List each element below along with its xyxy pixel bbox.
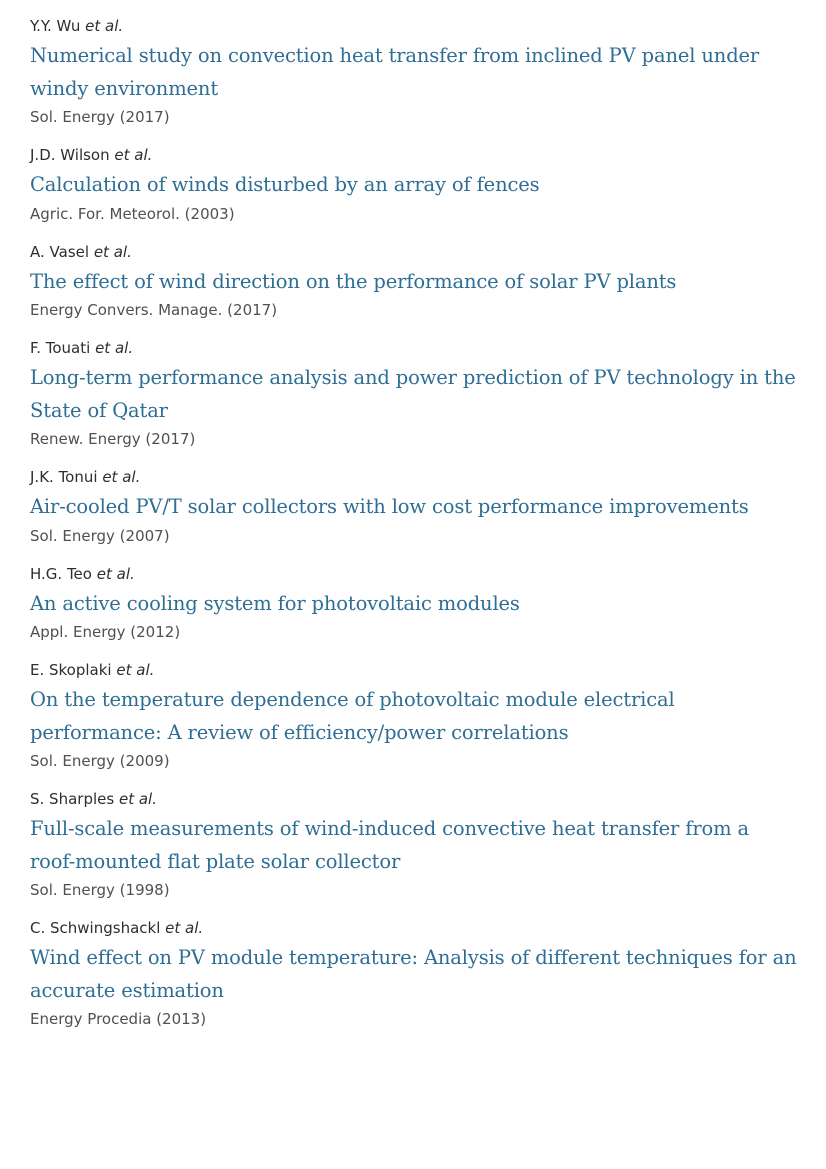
author-names: C. Schwingshackl bbox=[30, 919, 161, 937]
reference-title-link[interactable]: An active cooling system for photovoltaic modules bbox=[30, 591, 520, 615]
et-al: et al. bbox=[118, 790, 157, 808]
author-names: S. Sharples bbox=[30, 790, 115, 808]
reference-source: Sol. Energy (1998) bbox=[30, 881, 170, 899]
et-al: et al. bbox=[96, 564, 135, 583]
author-names: A. Vasel bbox=[30, 242, 90, 261]
reference-source: Renew. Energy (2017) bbox=[30, 430, 196, 448]
reference-title-link[interactable]: Numerical study on convection heat transfer from inclined PV panel under windy environment bbox=[30, 44, 760, 100]
reference-source: Appl. Energy (2012) bbox=[30, 623, 181, 641]
reference-source: Sol. Energy (2009) bbox=[30, 752, 170, 770]
et-al: et al. bbox=[85, 17, 124, 35]
et-al: et al. bbox=[102, 468, 141, 486]
author-names: Y.Y. Wu bbox=[30, 17, 81, 35]
reference-authors bbox=[30, 240, 800, 264]
reference-title-link[interactable]: On the temperature dependence of photovoltaic module electrical performance: A review of efficiency/power correlations bbox=[30, 688, 675, 744]
author-names: J.K. Tonui bbox=[30, 468, 98, 486]
reference-item bbox=[30, 240, 800, 322]
author-names: H.G. Teo bbox=[30, 564, 92, 583]
reference-source: Sol. Energy (2007) bbox=[30, 526, 170, 545]
et-al: et al. bbox=[114, 146, 153, 164]
et-al: et al. bbox=[116, 661, 155, 679]
reference-item bbox=[30, 465, 800, 547]
reference-authors bbox=[30, 916, 800, 940]
reference-item bbox=[30, 916, 800, 1030]
reference-item bbox=[30, 14, 800, 128]
reference-item bbox=[30, 787, 800, 901]
et-al: et al. bbox=[93, 242, 132, 261]
author-names: J.D. Wilson bbox=[30, 146, 110, 164]
et-al: et al. bbox=[95, 339, 134, 357]
reference-item bbox=[30, 562, 800, 644]
reference-source: Agric. For. Meteorol. (2003) bbox=[30, 204, 235, 223]
reference-authors bbox=[30, 336, 800, 360]
author-names: E. Skoplaki bbox=[30, 661, 112, 679]
reference-authors bbox=[30, 465, 800, 489]
reference-title-link[interactable]: The effect of wind direction on the performance of solar PV plants bbox=[30, 269, 677, 293]
author-names: F. Touati bbox=[30, 339, 91, 357]
reference-authors bbox=[30, 658, 800, 682]
reference-title-link[interactable]: Air-cooled PV/T solar collectors with low cost performance improvements bbox=[30, 495, 749, 518]
reference-authors bbox=[30, 143, 800, 167]
reference-authors bbox=[30, 14, 800, 38]
reference-source: Energy Convers. Manage. (2017) bbox=[30, 301, 278, 319]
reference-authors bbox=[30, 562, 800, 586]
reference-source: Energy Procedia (2013) bbox=[30, 1010, 207, 1028]
reference-item bbox=[30, 336, 800, 450]
reference-item bbox=[30, 143, 800, 225]
reference-title-link[interactable]: Long-term performance analysis and power prediction of PV technology in the State of Qatar bbox=[30, 366, 796, 422]
reference-title-link[interactable]: Calculation of winds disturbed by an array of fences bbox=[30, 173, 540, 196]
reference-source: Sol. Energy (2017) bbox=[30, 108, 170, 126]
reference-title-link[interactable]: Full-scale measurements of wind-induced convective heat transfer from a roof-mounted flat plate solar collector bbox=[30, 817, 749, 873]
reference-authors bbox=[30, 787, 800, 811]
et-al: et al. bbox=[165, 919, 204, 937]
reference-item bbox=[30, 658, 800, 772]
reference-title-link[interactable]: Wind effect on PV module temperature: Analysis of different techniques for an accurate estimation bbox=[30, 946, 797, 1002]
reference-list bbox=[30, 14, 800, 1045]
